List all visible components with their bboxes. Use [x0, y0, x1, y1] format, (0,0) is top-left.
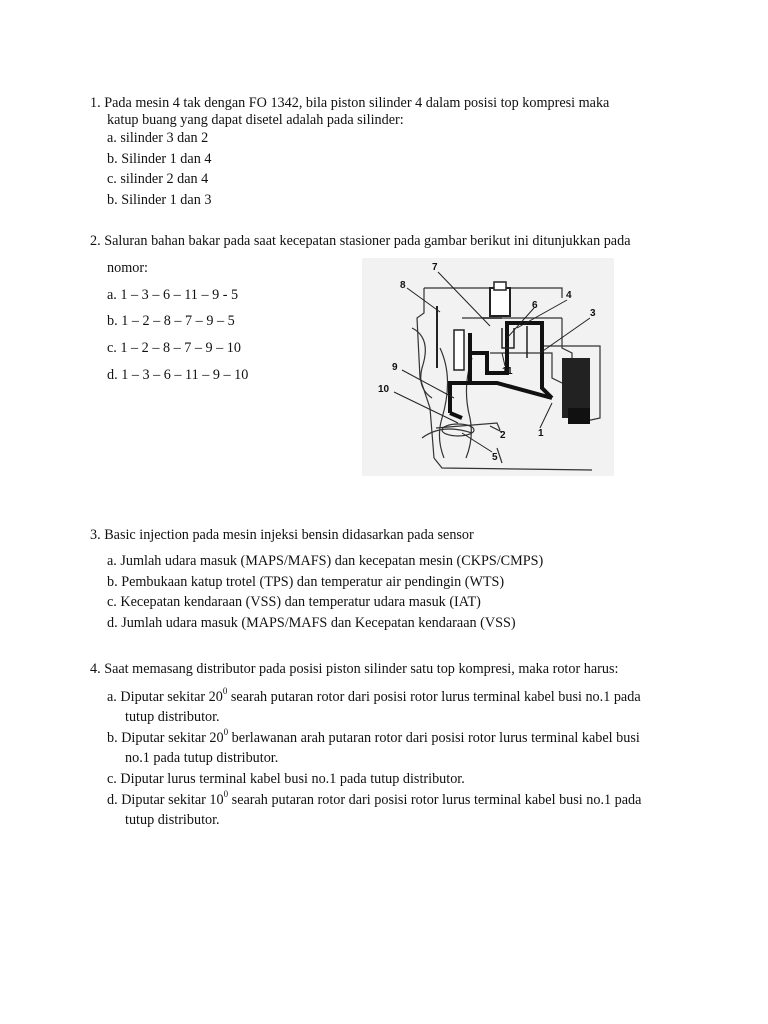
q3-text-line1: 3. Basic injection pada mesin injeksi bensin didasarkan pada sensor: [90, 527, 474, 543]
q3-option-c: c. Kecepatan kendaraan (VSS) dan temperatur udara masuk (IAT): [107, 594, 481, 610]
label-4: 4: [566, 290, 572, 301]
label-7: 7: [432, 262, 438, 273]
label-9: 9: [392, 362, 398, 373]
q2-option-d: d. 1 – 3 – 6 – 11 – 9 – 10: [107, 367, 249, 383]
q4-option-a-post: searah putaran rotor dari posisi rotor lurus terminal kabel busi no.1 pada: [227, 689, 641, 705]
q1-text-line2: katup buang yang dapat disetel adalah pada silinder:: [107, 112, 404, 128]
q4-option-b-post: berlawanan arah putaran rotor dari posisi rotor lurus terminal kabel busi: [228, 730, 640, 746]
q4-text-line1: 4. Saat memasang distributor pada posisi piston silinder satu top kompresi, maka rotor harus:: [90, 661, 619, 677]
q4-option-d-line2: tutup distributor.: [125, 812, 220, 828]
q1-text-line1: 1. Pada mesin 4 tak dengan FO 1342, bila piston silinder 4 dalam posisi top kompresi maka: [90, 95, 610, 111]
q1-option-b: b. Silinder 1 dan 4: [107, 151, 212, 167]
label-5: 5: [492, 452, 498, 463]
q4-option-b-pre: b. Diputar sekitar 20: [107, 730, 224, 746]
carburetor-diagram: [362, 258, 614, 476]
q4-option-b: [107, 727, 640, 747]
q1-option-c: c. silinder 2 dan 4: [107, 171, 209, 187]
label-6: 6: [532, 300, 538, 311]
q1-option-a: a. silinder 3 dan 2: [107, 130, 209, 146]
label-8: 8: [400, 280, 406, 291]
q1-option-d: b. Silinder 1 dan 3: [107, 192, 212, 208]
q4-option-a-line2: tutup distributor.: [125, 709, 220, 725]
q3-option-a: a. Jumlah udara masuk (MAPS/MAFS) dan kecepatan mesin (CKPS/CMPS): [107, 553, 544, 569]
q4-option-d: [107, 789, 642, 809]
q4-option-b-degree: 0: [223, 727, 229, 738]
label-11: 11: [502, 366, 513, 377]
label-3: 3: [590, 308, 596, 319]
label-10: 10: [378, 384, 390, 395]
q4-option-a: [107, 686, 641, 706]
q2-option-a: a. 1 – 3 – 6 – 11 – 9 - 5: [107, 287, 239, 303]
q2-option-b: b. 1 – 2 – 8 – 7 – 9 – 5: [107, 313, 235, 329]
q2-text-line1: 2. Saluran bahan bakar pada saat kecepatan stasioner pada gambar berikut ini ditunjukkan pada: [90, 233, 631, 249]
label-2: 2: [500, 430, 506, 441]
q3-option-b: b. Pembukaan katup trotel (TPS) dan temperatur air pendingin (WTS): [107, 574, 505, 590]
label-1: 1: [538, 428, 544, 439]
q4-option-b-line2: no.1 pada tutup distributor.: [125, 750, 279, 766]
q4-option-d-degree: 0: [223, 789, 229, 800]
q2-option-c: c. 1 – 2 – 8 – 7 – 9 – 10: [107, 340, 241, 356]
q4-option-d-pre: d. Diputar sekitar 10: [107, 792, 224, 808]
q4-option-d-post: searah putaran rotor dari posisi rotor lurus terminal kabel busi no.1 pada: [228, 792, 642, 808]
q4-option-a-pre: a. Diputar sekitar 20: [107, 689, 223, 705]
q4-option-a-degree: 0: [222, 686, 228, 697]
q2-text-line2: nomor:: [107, 260, 148, 276]
q3-option-d: d. Jumlah udara masuk (MAPS/MAFS dan Kecepatan kendaraan (VSS): [107, 615, 516, 631]
q4-option-c: c. Diputar lurus terminal kabel busi no.1 pada tutup distributor.: [107, 771, 465, 787]
